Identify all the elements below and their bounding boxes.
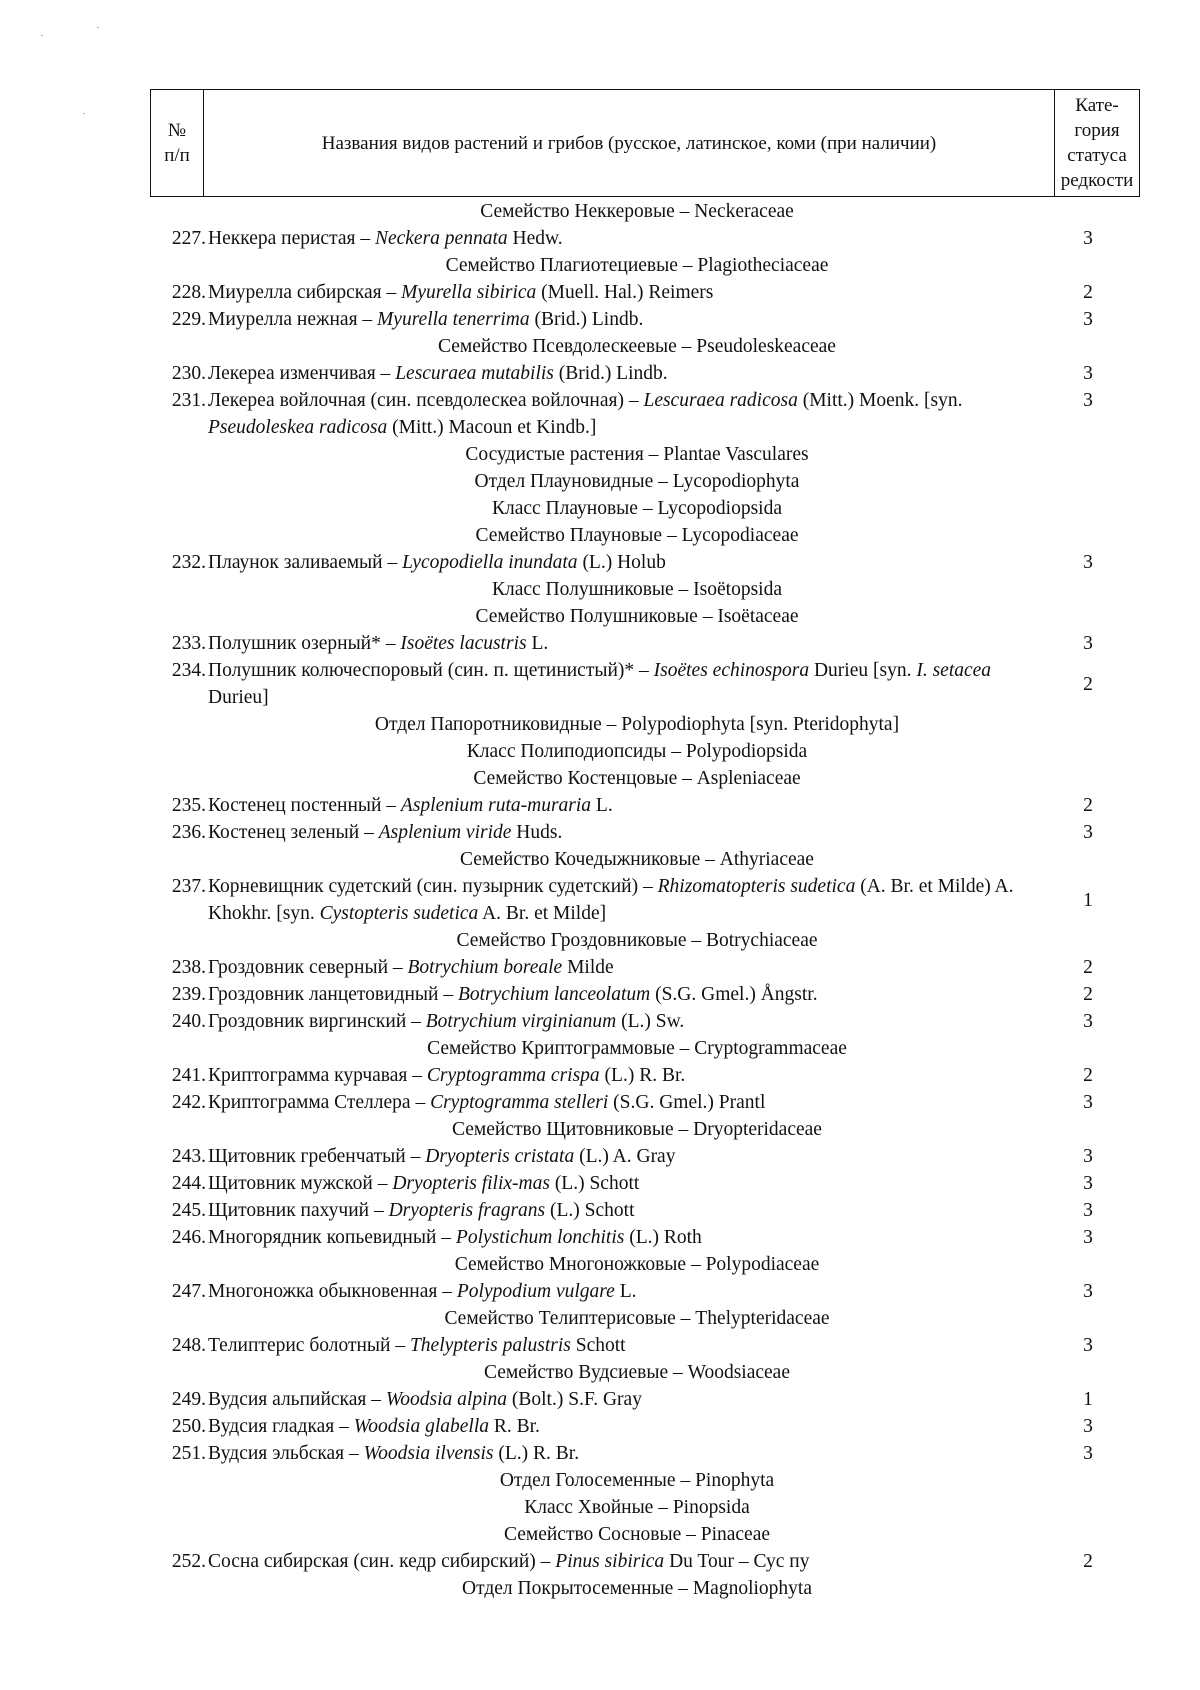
- name-text: (L.) Sw.: [616, 1011, 685, 1032]
- rarity-category: 2: [1083, 282, 1093, 303]
- species-name: [206, 1332, 1036, 1359]
- latin-name: Botrychium boreale: [407, 957, 563, 978]
- species-name: [206, 279, 1036, 306]
- header-number-column: № п/п: [151, 90, 204, 196]
- name-text: Milde: [562, 957, 614, 978]
- taxon-heading: Отдел Голосеменные – Pinophyta: [499, 1470, 775, 1491]
- species-number: 251.: [171, 1443, 206, 1464]
- name-text: (Bolt.) S.F. Gray: [507, 1389, 642, 1410]
- taxon-heading: Семейство Вудсиевые – Woodsiaceae: [484, 1362, 790, 1383]
- latin-name: Botrychium lanceolatum: [457, 984, 651, 1005]
- latin-name: Lescuraea radicosa: [643, 390, 798, 411]
- species-name: [206, 1089, 1036, 1116]
- rarity-category: 3: [1083, 309, 1093, 330]
- rarity-category: 3: [1083, 390, 1093, 411]
- rarity-category: 3: [1083, 228, 1093, 249]
- latin-name: I. setacea: [916, 660, 992, 681]
- name-text: (L.) R. Br.: [599, 1065, 686, 1086]
- rarity-category: 3: [1083, 552, 1093, 573]
- name-text: Корневищник судетский (син. пузырник судетский) –: [208, 876, 658, 897]
- latin-name: Woodsia glabella: [353, 1416, 489, 1437]
- species-number: 228.: [171, 282, 206, 303]
- latin-name: Cystopteris sudetica: [319, 903, 479, 924]
- scan-speck: ·: [40, 30, 44, 42]
- species-name: [206, 1386, 1036, 1413]
- taxon-heading: Семейство Щитовниковые – Dryopteridaceae: [452, 1119, 822, 1140]
- species-name: [206, 225, 1036, 252]
- name-text: (Mitt.) Macoun et Kindb.]: [387, 417, 597, 438]
- latin-name: Dryopteris cristata: [425, 1146, 575, 1167]
- taxon-heading: Класс Хвойные – Pinopsida: [524, 1497, 750, 1518]
- name-text: Костенец зеленый –: [208, 822, 379, 843]
- latin-name: Lycopodiella inundata: [402, 552, 578, 573]
- taxon-heading: Класс Полиподиопсиды – Polypodiopsida: [466, 741, 808, 762]
- rarity-category: 3: [1083, 1200, 1093, 1221]
- scan-speck: ·: [96, 22, 100, 34]
- latin-name: Lescuraea mutabilis: [395, 363, 554, 384]
- species-number: 252.: [171, 1551, 206, 1572]
- name-text: Щитовник мужской –: [208, 1173, 393, 1194]
- name-text: Гроздовник ланцетовидный –: [208, 984, 458, 1005]
- species-name: [206, 360, 1036, 387]
- taxon-heading: Семейство Плауновые – Lycopodiaceae: [475, 525, 799, 546]
- rarity-category: 3: [1083, 1335, 1093, 1356]
- species-name: [206, 1548, 1036, 1575]
- species-row: [150, 549, 1140, 576]
- name-text: (L.) Schott: [549, 1173, 640, 1194]
- taxon-heading: Семейство Криптограммовые – Cryptogrammaceae: [427, 1038, 847, 1059]
- latin-name: Thelypteris palustris: [409, 1335, 571, 1356]
- species-name: [206, 1143, 1036, 1170]
- taxon-heading: Отдел Покрытосеменные – Magnoliophyta: [461, 1578, 812, 1599]
- name-text: Полушник колючеспоровый (син. п. щетинистый)* –: [208, 660, 654, 681]
- species-row: [150, 1062, 1140, 1089]
- species-number: 234.: [171, 660, 206, 681]
- species-name: [206, 1413, 1036, 1440]
- species-row: [150, 1224, 1140, 1251]
- species-row: [150, 981, 1140, 1008]
- name-text: Сосна сибирская (син. кедр сибирский) –: [208, 1551, 556, 1572]
- species-row: [150, 1170, 1140, 1197]
- name-text: Hedw.: [507, 228, 563, 249]
- header-category-column: Кате- гория статуса редкости: [1054, 90, 1139, 196]
- latin-name: Neckera pennata: [374, 228, 508, 249]
- species-number: 230.: [171, 363, 206, 384]
- species-row: [150, 819, 1140, 846]
- name-text: Вудсия гладкая –: [208, 1416, 354, 1437]
- species-number: 250.: [171, 1416, 206, 1437]
- species-row: [150, 387, 1140, 441]
- taxon-heading: Семейство Плагиотециевые – Plagiotheciaceae: [445, 255, 829, 276]
- taxon-heading: Семейство Неккеровые – Neckeraceae: [480, 201, 794, 222]
- latin-name: Pinus sibirica: [555, 1551, 665, 1572]
- species-row: [150, 279, 1140, 306]
- species-row: [150, 1089, 1140, 1116]
- species-row: [150, 657, 1140, 711]
- species-row: [150, 792, 1140, 819]
- species-row: [150, 1143, 1140, 1170]
- name-text: Лекереа войлочная (син. псевдолескеа войлочная) –: [208, 390, 644, 411]
- rarity-category: 2: [1083, 1065, 1093, 1086]
- species-name: [206, 549, 1036, 576]
- species-number: 248.: [171, 1335, 206, 1356]
- latin-name: Woodsia ilvensis: [363, 1443, 494, 1464]
- name-text: L.: [591, 795, 613, 816]
- name-text: (Brid.) Lindb.: [529, 309, 644, 330]
- latin-name: Cryptogramma stelleri: [430, 1092, 609, 1113]
- rarity-category: 3: [1083, 1173, 1093, 1194]
- latin-name: Polystichum lonchitis: [455, 1227, 625, 1248]
- latin-name: Woodsia alpina: [385, 1389, 508, 1410]
- name-text: (A. Br. et Milde) A. Khokhr. [syn.: [208, 876, 1014, 924]
- species-number: 233.: [171, 633, 206, 654]
- species-row: [150, 630, 1140, 657]
- rarity-category: 3: [1083, 1011, 1093, 1032]
- taxon-heading: Семейство Кочедыжниковые – Athyriaceae: [460, 849, 814, 870]
- species-row: [150, 306, 1140, 333]
- name-text: Вудсия альпийская –: [208, 1389, 386, 1410]
- name-text: Миурелла нежная –: [208, 309, 378, 330]
- species-row: [150, 1413, 1140, 1440]
- name-text: Щитовник пахучий –: [208, 1200, 389, 1221]
- latin-name: Botrychium virginianum: [425, 1011, 617, 1032]
- species-row: [150, 1440, 1140, 1467]
- taxon-heading: Класс Плауновые – Lycopodiopsida: [491, 498, 783, 519]
- latin-name: Polypodium vulgare: [456, 1281, 615, 1302]
- species-name: [206, 873, 1036, 927]
- latin-name: Rhizomatopteris sudetica: [657, 876, 856, 897]
- latin-name: Dryopteris fragrans: [388, 1200, 546, 1221]
- species-name: [206, 1440, 1036, 1467]
- species-name: [206, 1197, 1036, 1224]
- latin-name: Asplenium ruta-muraria: [400, 795, 592, 816]
- name-text: (Mitt.) Moenk. [syn.: [797, 390, 963, 411]
- taxon-heading: Семейство Полушниковые – Isoëtaceae: [475, 606, 799, 627]
- taxon-heading: Класс Полушниковые – Isoëtopsida: [491, 579, 783, 600]
- rarity-category: 3: [1083, 1443, 1093, 1464]
- name-text: Многоножка обыкновенная –: [208, 1281, 457, 1302]
- name-text: Лекереа изменчивая –: [208, 363, 396, 384]
- species-number: 235.: [171, 795, 206, 816]
- name-text: (S.G. Gmel.) Ångstr.: [650, 984, 818, 1005]
- species-number: 236.: [171, 822, 206, 843]
- species-number: 241.: [171, 1065, 206, 1086]
- name-text: Криптограмма курчавая –: [208, 1065, 427, 1086]
- name-text: Schott: [570, 1335, 626, 1356]
- species-row: [150, 873, 1140, 927]
- rarity-category: 2: [1083, 1551, 1093, 1572]
- rarity-category: 3: [1083, 1281, 1093, 1302]
- name-text: Гроздовник виргинский –: [208, 1011, 426, 1032]
- latin-name: Myurella sibirica: [401, 282, 537, 303]
- name-text: Миурелла сибирская –: [208, 282, 402, 303]
- species-row: [150, 1332, 1140, 1359]
- name-text: Костенец постенный –: [208, 795, 401, 816]
- scan-speck: ·: [82, 108, 86, 120]
- species-number: 244.: [171, 1173, 206, 1194]
- species-name: [206, 1062, 1036, 1089]
- name-text: R. Br.: [489, 1416, 540, 1437]
- name-text: Неккера перистая –: [208, 228, 375, 249]
- name-text: Криптограмма Стеллера –: [208, 1092, 431, 1113]
- latin-name: Pseudoleskea radicosa: [208, 417, 388, 438]
- species-number: 229.: [171, 309, 206, 330]
- species-name: [206, 1008, 1036, 1035]
- rarity-category: 2: [1083, 673, 1093, 695]
- name-text: Полушник озерный* –: [208, 633, 401, 654]
- name-text: Щитовник гребенчатый –: [208, 1146, 426, 1167]
- species-number: 231.: [171, 390, 206, 411]
- name-text: Плаунок заливаемый –: [208, 552, 403, 573]
- rarity-category: 3: [1083, 363, 1093, 384]
- species-number: 237.: [171, 876, 206, 897]
- species-row: [150, 1008, 1140, 1035]
- species-row: [150, 360, 1140, 387]
- species-name: [206, 1278, 1036, 1305]
- taxon-heading: Отдел Плауновидные – Lycopodiophyta: [474, 471, 800, 492]
- latin-name: Myurella tenerrima: [377, 309, 530, 330]
- header-name-column: Названия видов растений и грибов (русское, латинское, коми (при наличии): [321, 132, 937, 154]
- species-number: 243.: [171, 1146, 206, 1167]
- species-number: 246.: [171, 1227, 206, 1248]
- name-text: A. Br. et Milde]: [478, 903, 607, 924]
- rarity-category: 2: [1083, 957, 1093, 978]
- name-text: Durieu]: [208, 687, 269, 708]
- species-row: [150, 1278, 1140, 1305]
- rarity-category: 3: [1083, 1092, 1093, 1113]
- rarity-category: 3: [1083, 1416, 1093, 1437]
- rarity-category: 2: [1083, 795, 1093, 816]
- name-text: (S.G. Gmel.) Prantl: [608, 1092, 766, 1113]
- species-name: [206, 792, 1036, 819]
- taxon-heading: Семейство Многоножковые – Polypodiaceae: [454, 1254, 820, 1275]
- latin-name: Isoëtes echinospora: [653, 660, 810, 681]
- species-number: 245.: [171, 1200, 206, 1221]
- name-text: (Muell. Hal.) Reimers: [536, 282, 714, 303]
- species-row: [150, 1386, 1140, 1413]
- species-name: [206, 819, 1036, 846]
- species-row: [150, 1548, 1140, 1575]
- species-number: 247.: [171, 1281, 206, 1302]
- species-number: 242.: [171, 1092, 206, 1113]
- taxon-heading: Семейство Гроздовниковые – Botrychiaceae: [456, 930, 818, 951]
- name-text: Durieu [syn.: [809, 660, 917, 681]
- taxon-heading: Семейство Псевдолескеевые – Pseudoleskeaceae: [438, 336, 836, 357]
- species-row: [150, 1197, 1140, 1224]
- rarity-category: 3: [1083, 1146, 1093, 1167]
- species-name: [206, 1170, 1036, 1197]
- name-text: (L.) A. Gray: [574, 1146, 676, 1167]
- species-number: 249.: [171, 1389, 206, 1410]
- latin-name: Dryopteris filix-mas: [392, 1173, 550, 1194]
- species-list: [150, 198, 1140, 1602]
- rarity-category: 2: [1083, 984, 1093, 1005]
- rarity-category: 3: [1083, 1227, 1093, 1248]
- name-text: L.: [614, 1281, 637, 1302]
- latin-name: Cryptogramma crispa: [426, 1065, 600, 1086]
- species-name: [206, 1224, 1036, 1251]
- taxon-heading: Семейство Костенцовые – Aspleniaceae: [473, 768, 801, 789]
- taxon-heading: Семейство Телиптерисовые – Thelypteridaceae: [444, 1308, 830, 1329]
- rarity-category: 3: [1083, 822, 1093, 843]
- taxon-heading: Сосудистые растения – Plantae Vasculares: [465, 444, 809, 465]
- name-text: Вудсия эльбская –: [208, 1443, 364, 1464]
- species-number: 232.: [171, 552, 206, 573]
- name-text: L.: [526, 633, 549, 654]
- name-text: (Brid.) Lindb.: [553, 363, 668, 384]
- latin-name: Asplenium viride: [378, 822, 512, 843]
- table-header: [150, 89, 1140, 197]
- name-text: Гроздовник северный –: [208, 957, 408, 978]
- name-text: (L.) Holub: [577, 552, 666, 573]
- taxon-heading: Семейство Сосновые – Pinaceae: [503, 1524, 771, 1545]
- species-number: 239.: [171, 984, 206, 1005]
- name-text: Телиптерис болотный –: [208, 1335, 410, 1356]
- rarity-category: 1: [1083, 889, 1093, 911]
- name-text: Многорядник копьевидный –: [208, 1227, 456, 1248]
- rarity-category: 3: [1083, 633, 1093, 654]
- species-name: [206, 630, 1036, 657]
- species-name: [206, 387, 1036, 441]
- species-name: [206, 954, 1036, 981]
- species-name: [206, 657, 1036, 711]
- name-text: (L.) R. Br.: [493, 1443, 580, 1464]
- species-row: [150, 954, 1140, 981]
- taxon-heading: Отдел Папоротниковидные – Polypodiophyta [syn. Pteridophyta]: [374, 714, 900, 735]
- rarity-category: 1: [1083, 1389, 1093, 1410]
- species-number: 238.: [171, 957, 206, 978]
- latin-name: Isoëtes lacustris: [400, 633, 527, 654]
- species-name: [206, 306, 1036, 333]
- name-text: (L.) Roth: [624, 1227, 702, 1248]
- species-number: 227.: [171, 228, 206, 249]
- name-text: Huds.: [511, 822, 563, 843]
- species-number: 240.: [171, 1011, 206, 1032]
- name-text: (L.) Schott: [545, 1200, 635, 1221]
- species-name: [206, 981, 1036, 1008]
- species-row: [150, 225, 1140, 252]
- name-text: Du Tour – Сус пу: [664, 1551, 810, 1572]
